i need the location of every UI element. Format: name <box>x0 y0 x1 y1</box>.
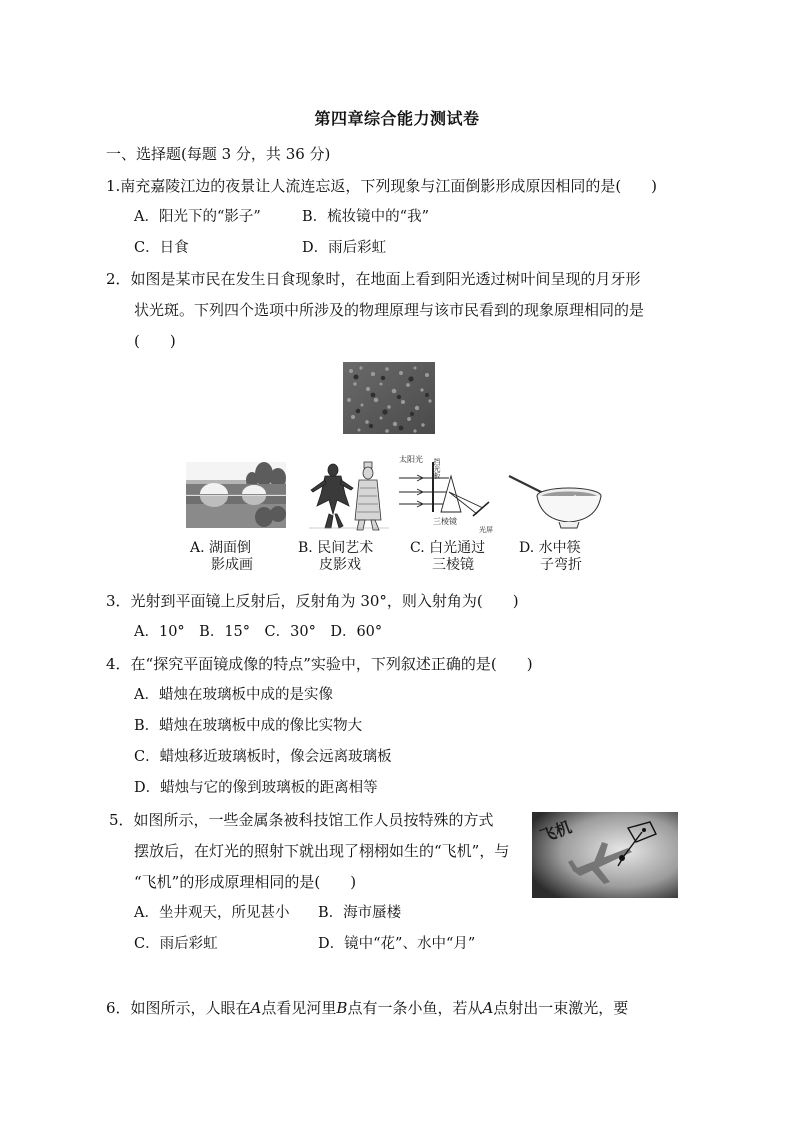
q6-stem-part3: 点有一条小鱼，若从 <box>347 999 483 1017</box>
q6-point-a: A <box>250 999 262 1017</box>
bridge-reflection-image <box>186 462 286 528</box>
q6-stem-part4: 点射出一束激光，要 <box>493 999 629 1017</box>
shadow-puppet-image <box>303 460 395 532</box>
q2-caption-c-line1: C. 白光通过 <box>410 540 486 556</box>
q6-stem-part2: 点看见河里 <box>261 999 337 1017</box>
q4-option-a: A．蜡烛在玻璃板中成的是实像 <box>134 687 333 703</box>
q1-option-d: D．雨后彩虹 <box>302 240 387 256</box>
prism-label-sun: 太阳光 <box>399 455 423 464</box>
q2-caption-d-line2: 子弯折 <box>540 557 582 573</box>
q1-option-a: A．阳光下的“影子” <box>134 209 261 225</box>
q2-caption-b-line1: B. 民间艺术 <box>298 540 374 556</box>
q6-point-a-second: A <box>482 999 494 1017</box>
q2-caption-b-line2: 皮影戏 <box>319 557 361 573</box>
prism-label-screen: 光屏 <box>479 526 493 534</box>
q2-stem-line2: 状光斑。下列四个选项中所涉及的物理原理与该市民看到的现象原理相同的是 <box>134 301 645 319</box>
page-title: 第四章综合能力测试卷 <box>314 109 480 128</box>
q5-option-c: C．雨后彩虹 <box>134 936 218 952</box>
q2-caption-d-line1: D. 水中筷 <box>519 540 581 556</box>
q6-point-b: B <box>336 999 348 1017</box>
airplane-photo-text: 飞机 <box>537 817 574 847</box>
q5-stem-line2: 摆放后，在灯光的照射下就出现了栩栩如生的“飞机”，与 <box>134 842 510 860</box>
q3-stem: 3．光射到平面镜上反射后，反射角为 30°，则入射角为( ) <box>106 592 519 610</box>
q5-stem-line1: 5．如图所示，一些金属条被科技馆工作人员按特殊的方式 <box>109 811 494 829</box>
prism-label-board: 挡光板 <box>433 458 441 479</box>
crescent-light-spots-photo <box>343 362 435 434</box>
q5-option-b: B．海市蜃楼 <box>318 905 402 921</box>
q4-stem: 4．在“探究平面镜成像的特点”实验中，下列叙述正确的是( ) <box>106 655 533 673</box>
q1-option-b: B．梳妆镜中的“我” <box>302 209 429 225</box>
prism-label-prism: 三棱镜 <box>433 517 457 526</box>
q6-stem-part1: 6．如图所示，人眼在 <box>106 999 251 1017</box>
airplane-shadow-photo <box>532 812 678 898</box>
q5-option-d: D．镜中“花”、水中“月” <box>318 936 476 952</box>
q2-caption-c-line2: 三棱镜 <box>432 557 474 573</box>
chopstick-bowl-image <box>505 470 605 530</box>
q2-caption-a-line2: 影成画 <box>211 557 253 573</box>
q4-option-c: C．蜡烛移近玻璃板时，像会远离玻璃板 <box>134 749 392 765</box>
section-heading: 一、选择题(每题 3 分，共 36 分) <box>106 145 331 163</box>
q5-stem-line3: “飞机”的形成原理相同的是( ) <box>134 873 357 891</box>
q2-stem-line1: 2．如图是某市民在发生日食现象时，在地面上看到阳光透过树叶间呈现的月牙形 <box>106 270 641 288</box>
q5-option-a: A．坐井观天，所见甚小 <box>134 905 290 921</box>
q2-caption-a-line1: A. 湖面倒 <box>190 540 252 556</box>
q4-option-b: B．蜡烛在玻璃板中成的像比实物大 <box>134 718 363 734</box>
q2-stem-line3: ( ) <box>134 332 176 350</box>
q6-stem <box>106 998 628 1018</box>
q1-stem: 1.南充嘉陵江边的夜景让人流连忘返，下列现象与江面倒影形成原因相同的是( ) <box>106 177 658 195</box>
q4-option-d: D．蜡烛与它的像到玻璃板的距离相等 <box>134 780 378 796</box>
prism-dispersion-diagram <box>397 452 501 534</box>
q3-options: A．10° B．15° C．30° D．60° <box>134 624 383 640</box>
q1-option-c: C．日食 <box>134 240 189 256</box>
